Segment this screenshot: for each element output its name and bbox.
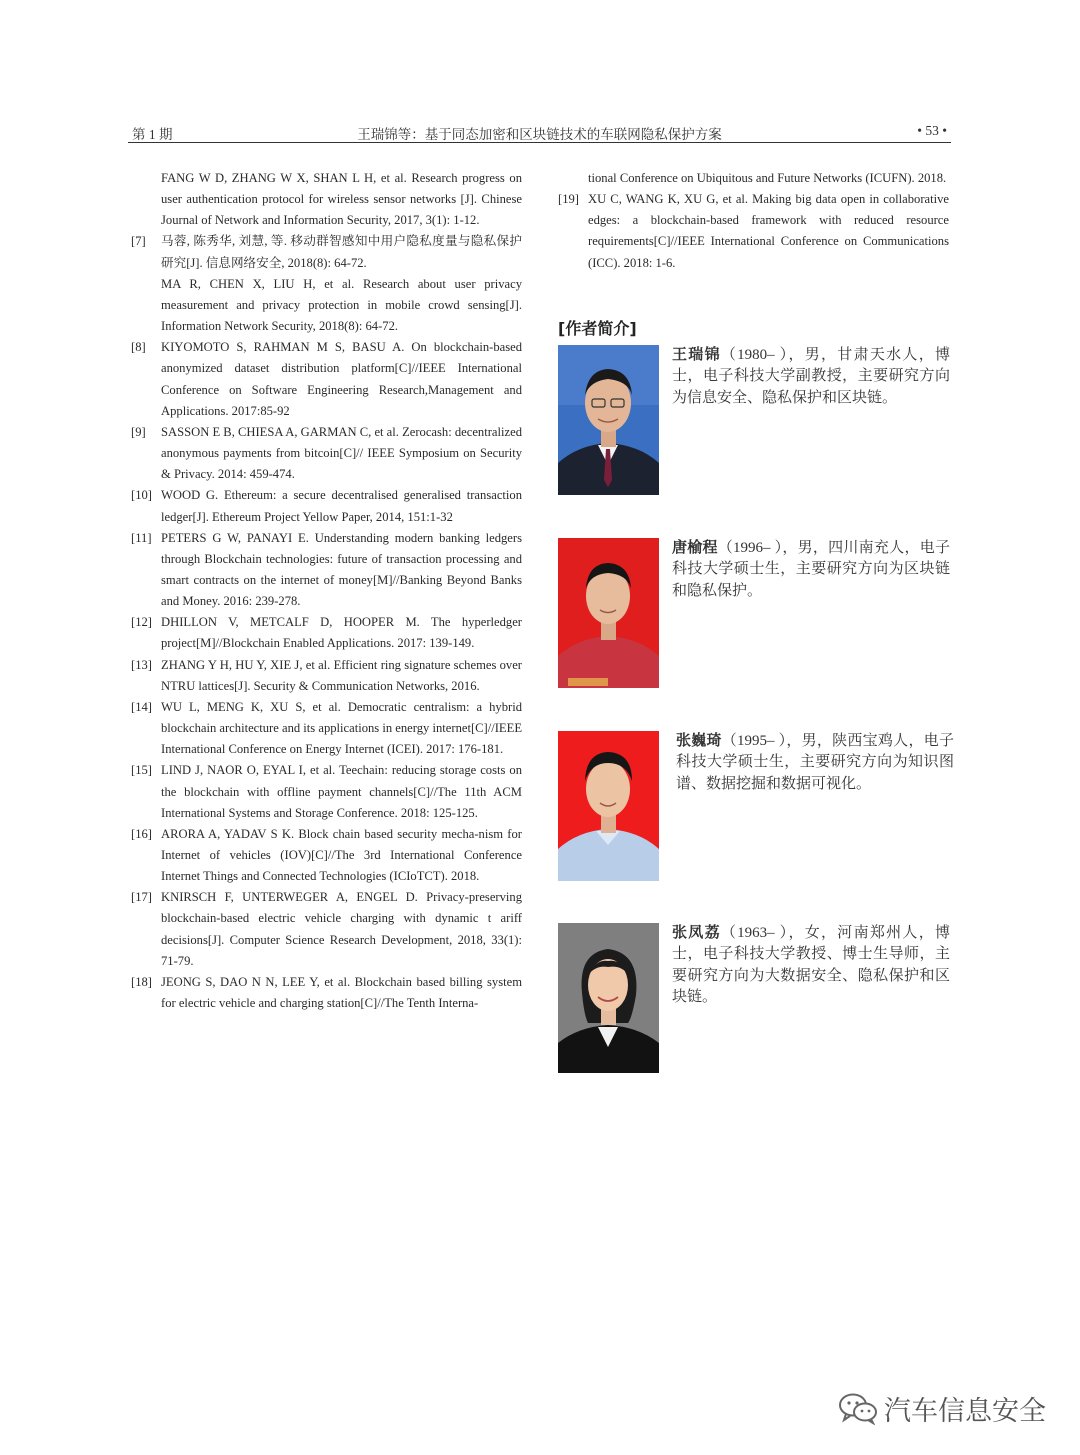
references-right-column bbox=[558, 168, 949, 274]
reference-text: KIYOMOTO S, RAHMAN M S, BASU A. On blockchain-based anonymized dataset distribution platform[C]//IEEE International Conference on Software Engineering Research,Management and Applications. 2017:85-92 bbox=[161, 340, 522, 418]
reference-number: [16] bbox=[131, 826, 152, 841]
reference-continuation: FANG W D, ZHANG W X, SHAN L H, et al. Research progress on user authentication protocol for wireless sensor networks [J]. Chinese Journal of Network and Information Security, 2017, 3(1): 1-12. bbox=[161, 171, 522, 228]
author-description: （1995– ），男，陕西宝鸡人，电子科技大学硕士生，主要研究方向为知识图谱、数据挖掘和数据可视化。 bbox=[676, 733, 954, 792]
author-name: 王瑞锦 bbox=[672, 347, 721, 363]
header-title: 王瑞锦等：基于同态加密和区块链技术的车联网隐私保护方案 bbox=[357, 127, 722, 142]
author-bio bbox=[558, 345, 951, 497]
reference-number: [9] bbox=[131, 424, 146, 439]
reference-item bbox=[131, 824, 522, 887]
reference-number: [18] bbox=[131, 974, 152, 989]
reference-item bbox=[131, 337, 522, 422]
reference-number: [7] bbox=[131, 234, 146, 249]
references-left-column bbox=[131, 168, 522, 1014]
reference-number: [11] bbox=[131, 530, 152, 545]
reference-item bbox=[131, 422, 522, 485]
author-bio bbox=[558, 923, 951, 1075]
author-bio-heading: [作者简介] bbox=[558, 319, 637, 338]
reference-number: [12] bbox=[131, 615, 152, 630]
author-name: 张巍琦 bbox=[676, 733, 722, 749]
author-photo bbox=[558, 538, 659, 688]
reference-text: KNIRSCH F, UNTERWEGER A, ENGEL D. Privacy-preserving blockchain-based electric vehicle charging with dynamic t ariff decisions[J]. Computer Science Research Development, 2018, 33(1): 71-79. bbox=[161, 890, 522, 968]
reference-text: WOOD G. Ethereum: a secure decentralised generalised transaction ledger[J]. Ethereum Project Yellow Paper, 2014, 151:1-32 bbox=[161, 488, 522, 524]
reference-translation: MA R, CHEN X, LIU H, et al. Research about user privacy measurement and privacy protection in mobile crowd sensing[J]. Information Network Security, 2018(8): 64-72. bbox=[161, 276, 522, 334]
author-bio-text bbox=[672, 923, 950, 1008]
reference-number: [10] bbox=[131, 488, 152, 503]
reference-item bbox=[131, 887, 522, 972]
wechat-watermark bbox=[838, 1388, 1046, 1428]
reference-number: [17] bbox=[131, 890, 152, 905]
author-name: 唐榆程 bbox=[672, 540, 718, 556]
reference-number: [19] bbox=[558, 192, 579, 207]
author-photo bbox=[558, 345, 659, 495]
reference-continuation: tional Conference on Ubiquitous and Future Networks (ICUFN). 2018. bbox=[588, 171, 947, 185]
reference-number: [8] bbox=[131, 340, 146, 355]
reference-item bbox=[131, 231, 522, 273]
reference-text: LIND J, NAOR O, EYAL I, et al. Teechain: reducing storage costs on the blockchain with offline payment channels[C]//The 11th ACM International Systems and Storage Conference. 2018: 125-125. bbox=[161, 763, 522, 820]
author-photo bbox=[558, 923, 659, 1073]
reference-text: WU L, MENG K, XU S, et al. Democratic centralism: a hybrid blockchain architecture and its applications in energy internet[C]//IEEE International Conference on Energy Internet (ICEI). 2017: 176-181. bbox=[161, 699, 523, 757]
reference-item bbox=[131, 612, 522, 654]
reference-text: JEONG S, DAO N N, LEE Y, et al. Blockchain based billing system for electric vehicle and charging station[C]//The Tenth Interna- bbox=[161, 974, 522, 1011]
watermark-text: 汽车信息安全 bbox=[884, 1395, 1046, 1427]
reference-item bbox=[131, 528, 522, 613]
reference-text: ZHANG Y H, HU Y, XIE J, et al. Efficient ring signature schemes over NTRU lattices[J]. Security & Communication Networks, 2016. bbox=[161, 657, 522, 693]
reference-item bbox=[131, 655, 522, 697]
reference-text: 马蓉, 陈秀华, 刘慧, 等. 移动群智感知中用户隐私度量与隐私保护研究[J]. 信息网络安全, 2018(8): 64-72. bbox=[161, 234, 522, 270]
wechat-icon bbox=[838, 1391, 878, 1425]
reference-item bbox=[131, 760, 522, 823]
author-bio-text bbox=[672, 538, 950, 602]
running-header bbox=[128, 120, 951, 143]
author-description: （1963– ），女，河南郑州人，博士，电子科技大学教授、博士生导师，主要研究方向为大数据安全、隐私保护和区块链。 bbox=[672, 925, 950, 1005]
reference-number: [15] bbox=[131, 763, 152, 778]
reference-number: [13] bbox=[131, 657, 152, 672]
header-page-number: • 53 • bbox=[917, 123, 947, 138]
reference-text: ARORA A, YADAV S K. Block chain based security mecha-nism for Internet of vehicles (IOV)[C]//The 3rd International Conference Internet Things and Connected Technologies (ICIoTCT). 2018. bbox=[161, 826, 522, 884]
author-bio bbox=[558, 731, 954, 883]
reference-number: [14] bbox=[131, 699, 152, 714]
reference-text: PETERS G W, PANAYI E. Understanding modern banking ledgers through Blockchain technologies: future of transaction processing and smart contracts on the internet of money[M]//Banking Beyond Banks and Money. 2016: 239-278. bbox=[161, 530, 522, 609]
author-bio-text bbox=[672, 345, 950, 409]
reference-text: SASSON E B, CHIESA A, GARMAN C, et al. Zerocash: decentralized anonymous payments from bitcoin[C]// IEEE Symposium on Security & Privacy. 2014: 459-474. bbox=[161, 424, 522, 482]
reference-text: XU C, WANG K, XU G, et al. Making big data open in collaborative edges: a blockchain-based framework with reduced resource requirements[C]//IEEE International Conference on Communications (ICC). 2018: 1-6. bbox=[588, 192, 949, 270]
reference-item bbox=[131, 972, 522, 1014]
reference-item bbox=[131, 697, 522, 760]
author-bio bbox=[558, 538, 951, 690]
author-bio-text bbox=[676, 731, 954, 795]
author-photo bbox=[558, 731, 659, 881]
reference-item bbox=[131, 485, 522, 527]
header-issue: 第 1 期 bbox=[132, 127, 173, 142]
author-name: 张凤荔 bbox=[672, 925, 721, 941]
reference-text: DHILLON V, METCALF D, HOOPER M. The hyperledger project[M]//Blockchain Enabled Applications. 2017: 139-149. bbox=[161, 615, 522, 651]
reference-item bbox=[558, 189, 949, 274]
author-description: （1980– ），男，甘肃天水人，博士，电子科技大学副教授，主要研究方向为信息安全、隐私保护和区块链。 bbox=[672, 347, 950, 406]
author-description: （1996– ），男，四川南充人，电子科技大学硕士生，主要研究方向为区块链和隐私保护。 bbox=[672, 540, 950, 599]
